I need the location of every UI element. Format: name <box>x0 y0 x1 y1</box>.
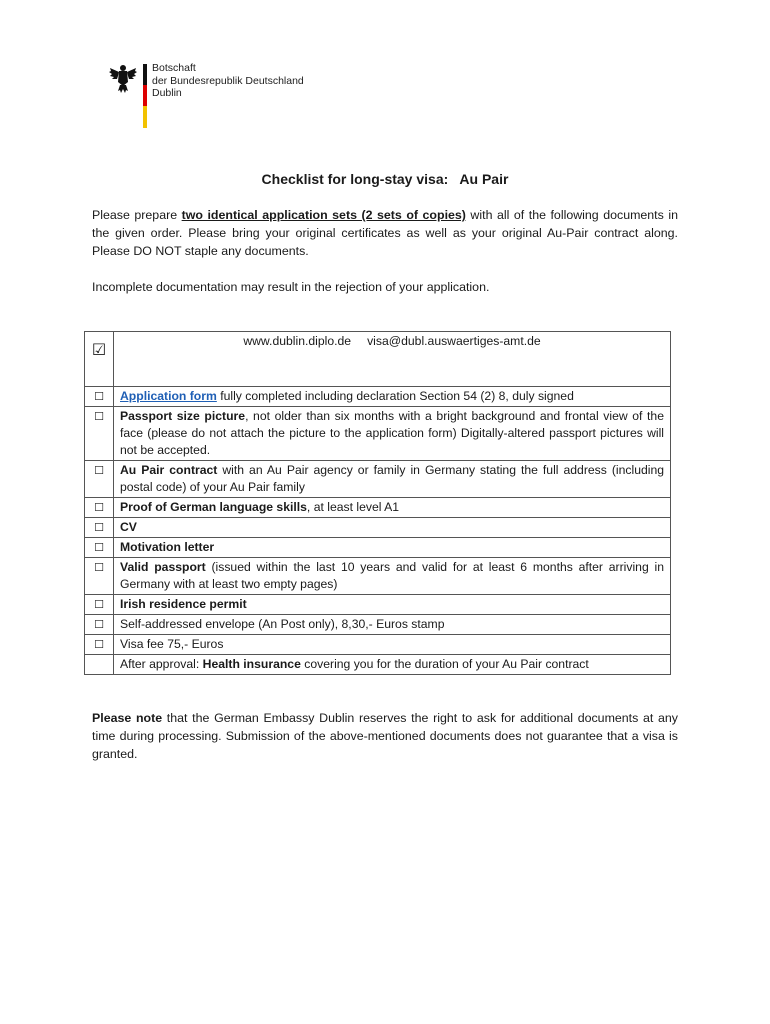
contact-cell <box>114 332 671 387</box>
embassy-name <box>152 62 304 100</box>
table-row <box>85 407 671 461</box>
email-link[interactable]: visa@dubl.auswaertiges-amt.de <box>367 334 541 348</box>
german-flag-bar <box>143 64 147 128</box>
row-text: Self-addressed envelope (An Post only), 8,30,- Euros stamp <box>120 617 445 631</box>
website-link[interactable]: www.dublin.diplo.de <box>243 334 352 348</box>
table-row <box>85 655 671 675</box>
checkbox-icon[interactable]: ☐ <box>94 561 104 574</box>
row-item-title: Motivation letter <box>120 540 215 554</box>
federal-eagle-icon <box>108 62 138 94</box>
row-item-title: Valid passport <box>120 560 206 574</box>
intro-text <box>92 206 678 296</box>
intro-paragraph <box>92 206 678 260</box>
checked-box-icon: ☑ <box>91 340 107 359</box>
checklist-table <box>84 331 671 675</box>
row-text: with an Au Pair agency or family in Germany stating the full address (including postal code) of your Au Pair family <box>120 463 665 494</box>
row-item-title: Au Pair contract <box>120 463 218 477</box>
row-item-title: Health insurance <box>202 657 301 671</box>
row-text: , at least level A1 <box>306 500 400 514</box>
disclaimer-note <box>92 709 678 763</box>
header-check-cell <box>85 332 114 387</box>
row-item-title: Proof of German language skills <box>120 500 307 514</box>
checkbox-icon[interactable]: ☐ <box>94 501 104 514</box>
table-row <box>85 635 671 655</box>
table-row <box>85 558 671 595</box>
checkbox-icon[interactable]: ☐ <box>94 618 104 631</box>
incomplete-warning: Incomplete documentation may result in the rejection of your application. <box>92 280 490 294</box>
row-text: (issued within the last 10 years and valid for at least 6 months after arriving in Germany with at least two empty pages) <box>120 560 664 591</box>
application-form-link[interactable]: Application form <box>120 389 217 403</box>
checkbox-icon[interactable]: ☐ <box>94 638 104 651</box>
page-title: Checklist for long-stay visa: Au Pair <box>261 171 509 187</box>
row-text: , not older than six months with a bright background and frontal view of the face (please do not attach the picture to the application form) Digitally-altered passport pictures will not be accepted. <box>120 409 664 457</box>
table-row <box>85 615 671 635</box>
embassy-line-2: der Bundesrepublik Deutschland <box>152 74 304 87</box>
row-prefix: After approval: <box>120 657 203 671</box>
intro-emphasis: two identical application sets (2 sets of copies) <box>181 208 466 222</box>
row-item-title: CV <box>120 520 137 534</box>
row-text: covering you for the duration of your Au Pair contract <box>300 657 589 671</box>
row-item-title: Passport size picture <box>120 409 246 423</box>
row-text: Visa fee 75,- Euros <box>120 637 224 651</box>
row-item-title: Irish residence permit <box>120 597 247 611</box>
row-text: fully completed including declaration Section 54 (2) 8, duly signed <box>216 389 574 403</box>
checkbox-icon[interactable]: ☐ <box>94 598 104 611</box>
intro-post: with all of the following documents in the given order. Please bring your original certificates as well as your original Au-Pair contract along. Please DO NOT staple any documents. <box>92 208 678 258</box>
table-row <box>85 387 671 407</box>
checkbox-icon[interactable]: ☐ <box>94 541 104 554</box>
empty-box-cell <box>85 655 114 675</box>
table-row <box>85 538 671 558</box>
embassy-line-3: Dublin <box>152 87 182 99</box>
table-row <box>85 461 671 498</box>
note-text: that the German Embassy Dublin reserves the right to ask for additional documents at any time during processing. Submission of the above-mentioned documents does not guarantee that a visa is granted. <box>92 711 678 761</box>
embassy-line-1: Botschaft <box>152 62 196 74</box>
table-header-row <box>85 332 671 387</box>
checkbox-icon[interactable]: ☐ <box>94 390 104 403</box>
checkbox-icon[interactable]: ☐ <box>94 464 104 477</box>
intro-pre: Please prepare <box>92 208 182 222</box>
checkbox-icon[interactable]: ☐ <box>94 410 104 423</box>
table-row <box>85 498 671 518</box>
table-row <box>85 518 671 538</box>
table-row <box>85 595 671 615</box>
note-label: Please note <box>92 711 163 725</box>
checkbox-icon[interactable]: ☐ <box>94 521 104 534</box>
